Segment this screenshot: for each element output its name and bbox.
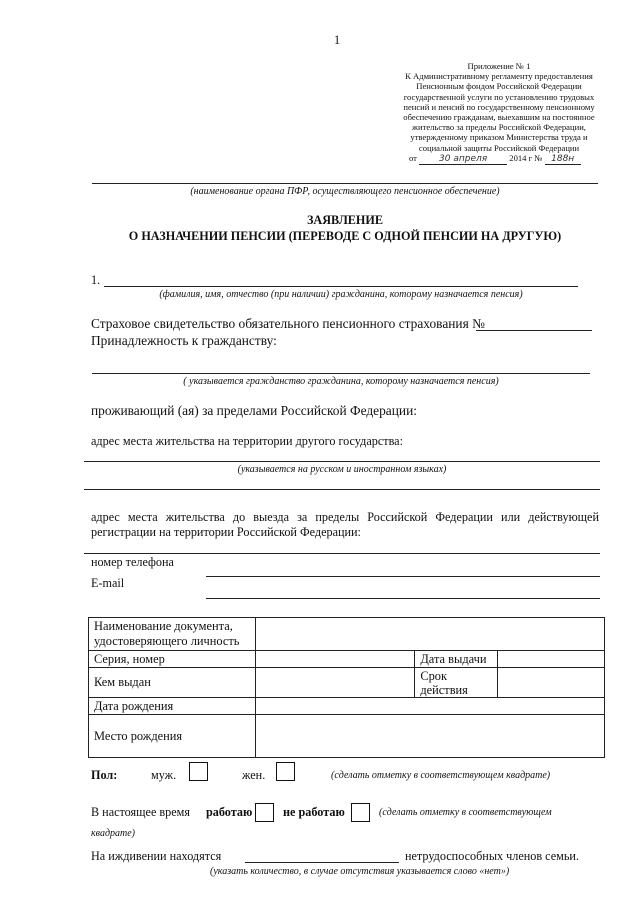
table-row <box>89 715 605 758</box>
issued-by-label: Кем выдан <box>89 668 256 698</box>
appendix-line: К Административному регламенту предоставления <box>405 71 593 82</box>
citizenship-label: Принадлежность к гражданству: <box>91 333 277 348</box>
foreign-address-hint: (указывается на русском и иностранном языках) <box>237 464 447 475</box>
appendix-date-line <box>409 153 581 165</box>
foreign-address-field-2[interactable] <box>84 489 600 490</box>
authority-hint: (наименование органа ПФР, осуществляющего пенсионное обеспечение) <box>190 186 500 197</box>
appendix-line: жительство за пределы Российской Федерации, <box>412 122 586 133</box>
fio-line <box>104 286 578 287</box>
gender-female-label: жен. <box>242 768 266 782</box>
appendix-line: Пенсионным фондом Российской Федерации <box>416 81 582 92</box>
dependents-label: На иждивении находятся <box>91 849 222 863</box>
gender-hint: (сделать отметку в соответствующем квадрате) <box>331 770 551 781</box>
table-row <box>89 651 605 668</box>
working-label: работаю <box>206 805 253 819</box>
phone-field[interactable] <box>206 576 600 577</box>
date-prefix: от <box>409 153 417 163</box>
series-number-value[interactable] <box>255 651 415 668</box>
appendix-line: обеспечению гражданам, выехавшим на постоянное <box>403 112 595 123</box>
employment-hint: (сделать отметку в соответствующем <box>379 807 552 818</box>
page-subtitle: О НАЗНАЧЕНИИ ПЕНСИИ (ПЕРЕВОДЕ С ОДНОЙ ПЕНСИИ НА ДРУГУЮ) <box>128 229 562 243</box>
email-field[interactable] <box>206 598 600 599</box>
doc-name-label: Наименование документа, удостоверяющего личность <box>89 618 256 651</box>
departure-address-label: адрес места жительства до выезда за пределы Российской Федерации или действующей регистрации на территории Российской Федерации: <box>91 510 599 539</box>
citizenship-hint: ( указывается гражданство гражданина, которому назначается пенсия) <box>183 376 499 387</box>
number-label: № <box>534 153 543 163</box>
working-checkbox[interactable] <box>255 803 274 822</box>
birth-place-value[interactable] <box>255 715 604 758</box>
page-number: 1 <box>334 33 341 47</box>
email-label: E-mail <box>91 576 125 590</box>
birth-date-value[interactable] <box>255 698 604 715</box>
appendix-line: пенсий и пенсий по государственному пенсионному <box>403 101 595 112</box>
validity-label: Срок действия <box>415 668 498 698</box>
appendix-line: социальной защиты Российской Федерации <box>418 142 580 153</box>
gender-male-label: муж. <box>151 768 177 782</box>
issue-date-value[interactable] <box>498 651 605 668</box>
issue-date-label: Дата выдачи <box>415 651 498 668</box>
gender-label: Пол: <box>91 768 118 782</box>
authority-line <box>92 183 598 184</box>
handwritten-number: 188н <box>545 154 581 165</box>
validity-value[interactable] <box>498 668 605 698</box>
fio-number: 1. <box>91 273 101 287</box>
appendix-block <box>396 61 602 153</box>
not-working-checkbox[interactable] <box>351 803 370 822</box>
dependents-suffix: нетрудоспособных членов семьи. <box>405 849 579 863</box>
citizenship-field[interactable] <box>92 373 590 374</box>
appendix-line: утвержденному приказом Министерства труда и <box>410 132 588 143</box>
employment-hint-cont: квадрате) <box>91 828 135 839</box>
handwritten-date: 30 апреля <box>419 154 507 165</box>
id-document-table <box>88 617 605 758</box>
foreign-address-field[interactable] <box>84 461 600 462</box>
residing-label: проживающий (ая) за пределами Российской Федерации: <box>91 403 417 418</box>
dependents-hint: (указать количество, в случае отсутствия указывается слово «нет») <box>210 866 510 877</box>
table-row <box>89 698 605 715</box>
fio-hint: (фамилия, имя, отчество (при наличии) гражданина, которому назначается пенсия) <box>159 289 523 300</box>
gender-male-checkbox[interactable] <box>189 762 208 781</box>
employment-label: В настоящее время <box>91 805 190 819</box>
phone-label: номер телефона <box>91 555 174 569</box>
date-year: 2014 г <box>509 153 533 163</box>
issued-by-value[interactable] <box>255 668 415 698</box>
dependents-count-field[interactable] <box>245 862 399 863</box>
table-row <box>89 618 605 651</box>
snils-label: Страховое свидетельство обязательного пенсионного страхования № <box>91 316 485 331</box>
departure-address-field[interactable] <box>84 553 600 554</box>
series-number-label: Серия, номер <box>89 651 256 668</box>
gender-female-checkbox[interactable] <box>276 762 295 781</box>
table-row <box>89 668 605 698</box>
snils-field[interactable] <box>476 330 592 331</box>
page-title: ЗАЯВЛЕНИЕ <box>307 213 383 227</box>
birth-date-label: Дата рождения <box>89 698 256 715</box>
appendix-title: Приложение № 1 <box>467 61 531 71</box>
foreign-address-label: адрес места жительства на территории другого государства: <box>91 434 403 448</box>
doc-name-value[interactable] <box>255 618 604 651</box>
not-working-label: не работаю <box>283 805 345 819</box>
appendix-line: государственной услуги по установлению трудовых <box>403 91 595 102</box>
birth-place-label: Место рождения <box>89 715 256 758</box>
